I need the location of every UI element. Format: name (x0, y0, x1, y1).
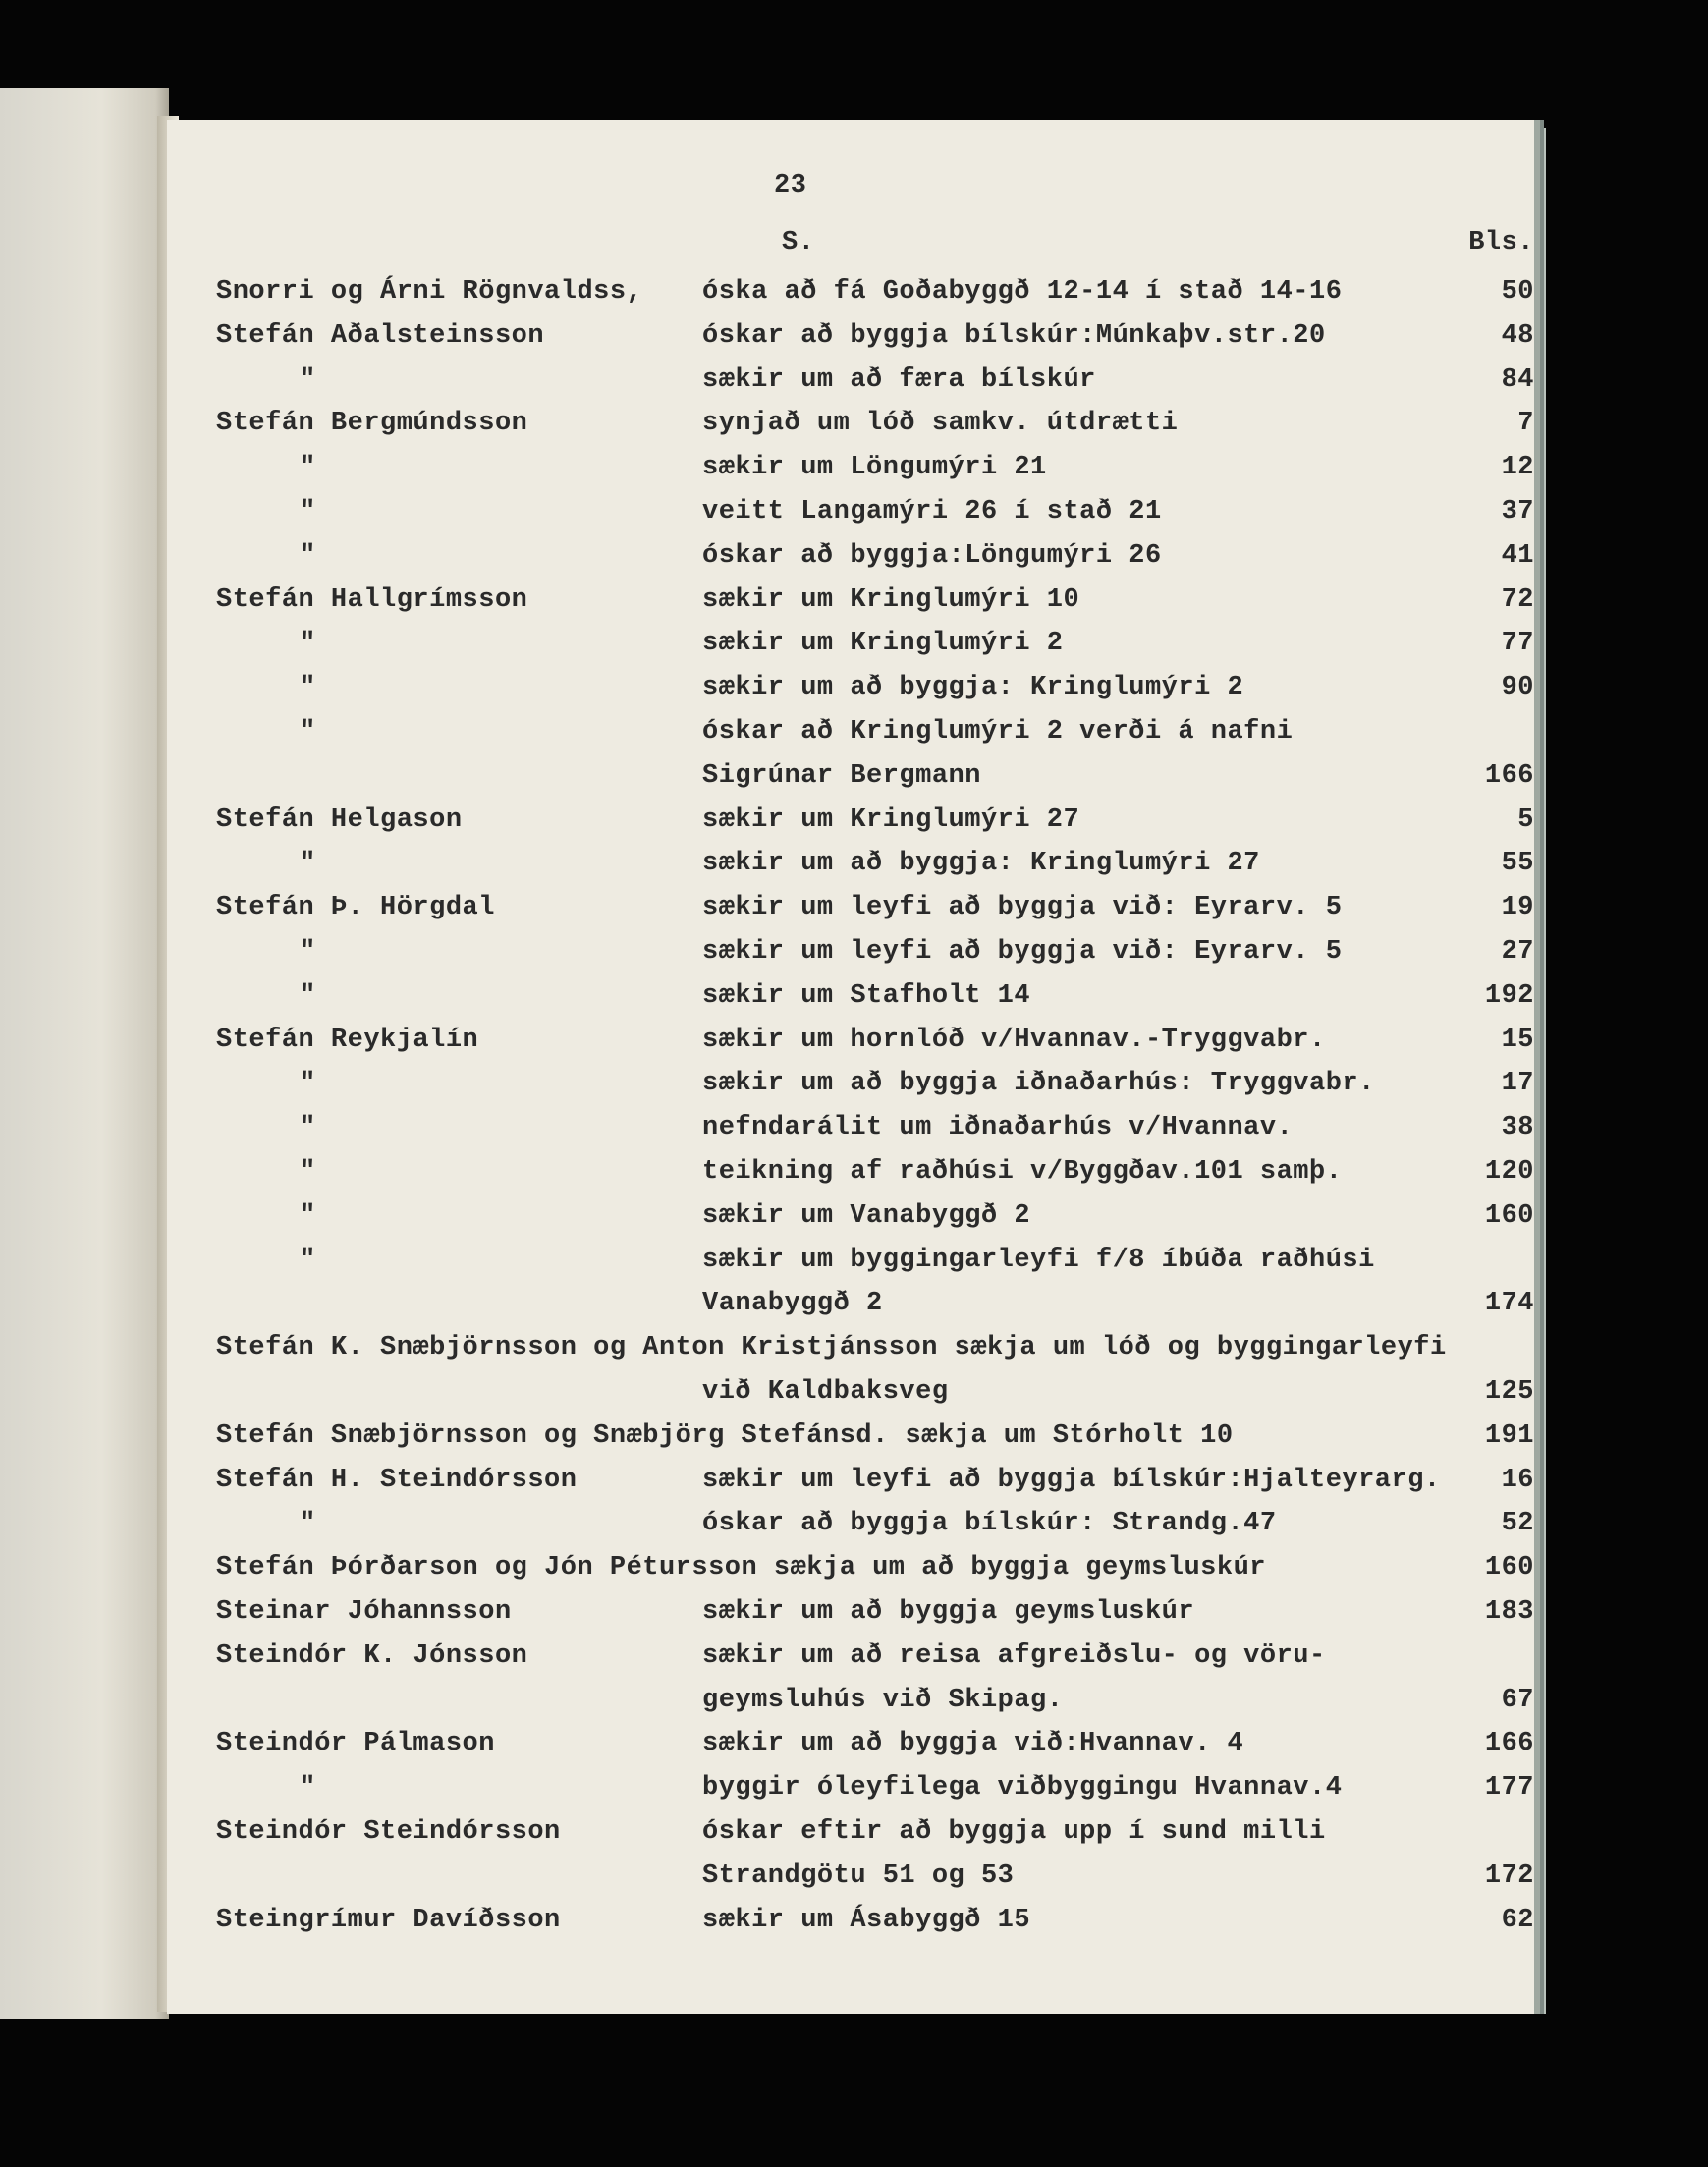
left-page (0, 88, 169, 2019)
entry-name: " (300, 1509, 316, 1539)
entry-page-number: 192 (1484, 980, 1534, 1011)
entry-page-number: 37 (1501, 497, 1534, 527)
entry-description: sækir um hornlóð v/Hvannav.-Tryggvabr. (702, 1025, 1326, 1055)
entry-description: sækir um að reisa afgreiðslu- og vöru- (702, 1640, 1326, 1671)
entry-description: Sigrúnar Bergmann (702, 760, 981, 791)
entry-page-number: 166 (1484, 1729, 1534, 1759)
entry-description: sækir um Ásabyggð 15 (702, 1905, 1031, 1935)
entry-description: Vanabyggð 2 (702, 1289, 883, 1319)
entry-page-number: 5 (1517, 805, 1534, 835)
entry-page-number: 172 (1484, 1861, 1534, 1891)
index-row (167, 981, 1534, 1025)
entry-name: Steinar Jóhannsson (216, 1597, 512, 1627)
entry-description: sækir um Vanabyggð 2 (702, 1200, 1031, 1231)
index-row (167, 1906, 1534, 1949)
entry-description: geymsluhús við Skipag. (702, 1685, 1064, 1715)
index-row (167, 673, 1534, 716)
entry-description: teikning af raðhúsi v/Byggðav.101 samþ. (702, 1157, 1343, 1187)
index-row (167, 1597, 1534, 1640)
index-row (167, 497, 1534, 540)
entry-name: " (300, 497, 316, 527)
index-row (167, 1157, 1534, 1200)
page-column-header: Bls. (1468, 228, 1534, 257)
entry-description: synjað um lóð samkv. útdrætti (702, 409, 1179, 439)
index-row (167, 541, 1534, 584)
index-row (167, 1289, 1534, 1332)
entry-name: " (300, 540, 316, 571)
entry-name: " (300, 937, 316, 967)
entry-page-number: 48 (1501, 320, 1534, 351)
index-row (167, 1509, 1534, 1552)
entry-description: sækir um leyfi að byggja við: Eyrarv. 5 (702, 937, 1343, 967)
entry-description: sækir um að byggja geymsluskúr (702, 1597, 1195, 1627)
index-row (167, 1729, 1534, 1772)
entry-description: Strandgötu 51 og 53 (702, 1861, 1015, 1891)
entry-description: óska að fá Goðabyggð 12-14 í stað 14-16 (702, 277, 1343, 306)
entry-description: sækir um Löngumýri 21 (702, 453, 1047, 483)
entry-description: sækir um leyfi að byggja við: Eyrarv. 5 (702, 893, 1343, 923)
entry-page-number: 177 (1484, 1773, 1534, 1804)
entry-name: " (300, 629, 316, 659)
entry-page-number: 72 (1501, 584, 1534, 615)
entry-name: " (300, 673, 316, 703)
index-row (167, 1377, 1534, 1420)
entry-description: óskar að Kringlumýri 2 verði á nafni (702, 717, 1294, 747)
entry-page-number: 50 (1501, 277, 1534, 306)
entry-full-text: Stefán K. Snæbjörnsson og Anton Kristjánsson sækja um lóð og byggingarleyfi (216, 1333, 1447, 1363)
entry-name: Stefán Hallgrímsson (216, 584, 528, 615)
entry-description: sækir um byggingarleyfi f/8 íbúða raðhúsi (702, 1245, 1375, 1275)
index-row (167, 1553, 1534, 1596)
section-header: S. (782, 228, 815, 257)
entry-page-number: 52 (1501, 1509, 1534, 1539)
index-row (167, 1026, 1534, 1069)
index-row (167, 585, 1534, 629)
entry-name: Steingrímur Davíðsson (216, 1905, 561, 1935)
entry-full-text: Stefán Þórðarson og Jón Pétursson sækja um að byggja geymsluskúr (216, 1553, 1266, 1584)
entry-description: sækir um að byggja við:Hvannav. 4 (702, 1729, 1244, 1759)
index-row (167, 1686, 1534, 1729)
index-row (167, 409, 1534, 452)
entry-description: sækir um Kringlumýri 2 (702, 629, 1064, 659)
entry-page-number: 38 (1501, 1113, 1534, 1143)
entry-page-number: 174 (1484, 1289, 1534, 1319)
entry-description: veitt Langamýri 26 í stað 21 (702, 497, 1162, 527)
index-row (167, 849, 1534, 892)
entry-name: " (300, 1157, 316, 1187)
entry-description: við Kaldbaksveg (702, 1377, 949, 1407)
entry-name: " (300, 1245, 316, 1275)
index-row (167, 453, 1534, 496)
entry-description: óskar að byggja:Löngumýri 26 (702, 540, 1162, 571)
entry-page-number: 27 (1501, 937, 1534, 967)
entry-page-number: 41 (1501, 540, 1534, 571)
entry-page-number: 17 (1501, 1069, 1534, 1099)
entry-name: Steindór Pálmason (216, 1729, 495, 1759)
entry-description: óskar eftir að byggja upp í sund milli (702, 1817, 1326, 1847)
page-edge (1532, 128, 1546, 2014)
entry-page-number: 12 (1501, 453, 1534, 483)
entry-page-number: 183 (1484, 1597, 1534, 1627)
index-row (167, 937, 1534, 980)
entry-description: óskar að byggja bílskúr: Strandg.47 (702, 1509, 1277, 1539)
entry-page-number: 62 (1501, 1905, 1534, 1935)
entry-description: óskar að byggja bílskúr:Múnkaþv.str.20 (702, 320, 1326, 351)
index-row (167, 893, 1534, 936)
index-row (167, 1641, 1534, 1685)
entry-page-number: 125 (1484, 1377, 1534, 1407)
entry-name: " (300, 717, 316, 747)
entry-name: " (300, 980, 316, 1011)
entry-name: " (300, 849, 316, 879)
entry-name: Stefán Helgason (216, 805, 463, 835)
entry-full-text: Stefán Snæbjörnsson og Snæbjörg Stefánsd. sækja um Stórholt 10 (216, 1420, 1234, 1451)
entry-page-number: 160 (1484, 1200, 1534, 1231)
entry-description: sækir um að byggja: Kringlumýri 27 (702, 849, 1260, 879)
entry-name: Stefán Aðalsteinsson (216, 320, 545, 351)
index-row (167, 1333, 1534, 1376)
index-row (167, 1113, 1534, 1156)
entry-name: Stefán Bergmúndsson (216, 409, 528, 439)
entry-description: sækir um að byggja: Kringlumýri 2 (702, 673, 1244, 703)
index-row (167, 806, 1534, 849)
entry-page-number: 55 (1501, 849, 1534, 879)
index-row (167, 365, 1534, 409)
index-row (167, 1421, 1534, 1465)
entry-name: " (300, 1773, 316, 1804)
entry-name: Snorri og Árni Rögnvaldss, (216, 277, 643, 306)
index-row (167, 1069, 1534, 1112)
entry-name: Stefán H. Steindórsson (216, 1465, 578, 1495)
entry-name: Steindór K. Jónsson (216, 1640, 528, 1671)
entry-page-number: 90 (1501, 673, 1534, 703)
index-row (167, 1201, 1534, 1245)
index-row (167, 1466, 1534, 1509)
entry-page-number: 16 (1501, 1465, 1534, 1495)
entry-name: Steindór Steindórsson (216, 1817, 561, 1847)
entry-name: " (300, 453, 316, 483)
page-number: 23 (774, 171, 807, 200)
entry-page-number: 15 (1501, 1025, 1534, 1055)
entry-name: " (300, 1113, 316, 1143)
entry-page-number: 7 (1517, 409, 1534, 439)
index-row (167, 1817, 1534, 1861)
entry-name: Stefán Reykjalín (216, 1025, 479, 1055)
index-row (167, 1861, 1534, 1905)
entry-page-number: 77 (1501, 629, 1534, 659)
index-row (167, 1773, 1534, 1816)
entry-page-number: 84 (1501, 364, 1534, 395)
index-row (167, 717, 1534, 760)
entry-name: Stefán Þ. Hörgdal (216, 893, 495, 923)
entry-description: byggir óleyfilega viðbyggingu Hvannav.4 (702, 1773, 1343, 1804)
document-page (167, 120, 1534, 2014)
entry-page-number: 191 (1484, 1420, 1534, 1451)
index-row (167, 629, 1534, 672)
entry-description: sækir um Kringlumýri 27 (702, 805, 1080, 835)
index-row (167, 321, 1534, 364)
entry-page-number: 67 (1501, 1685, 1534, 1715)
entry-page-number: 166 (1484, 760, 1534, 791)
index-row (167, 277, 1534, 320)
index-row (167, 1246, 1534, 1289)
entry-description: sækir um leyfi að byggja bílskúr:Hjalteyrarg. (702, 1465, 1441, 1495)
entry-description: nefndarálit um iðnaðarhús v/Hvannav. (702, 1113, 1294, 1143)
entry-description: sækir um Stafholt 14 (702, 980, 1031, 1011)
entry-name: " (300, 1069, 316, 1099)
entry-description: sækir um að byggja iðnaðarhús: Tryggvabr. (702, 1069, 1375, 1099)
index-row (167, 761, 1534, 805)
entry-name: " (300, 364, 316, 395)
entry-page-number: 19 (1501, 893, 1534, 923)
entry-description: sækir um Kringlumýri 10 (702, 584, 1080, 615)
entry-page-number: 120 (1484, 1157, 1534, 1187)
entry-name: " (300, 1200, 316, 1231)
entry-page-number: 160 (1484, 1553, 1534, 1584)
entry-description: sækir um að færa bílskúr (702, 364, 1096, 395)
